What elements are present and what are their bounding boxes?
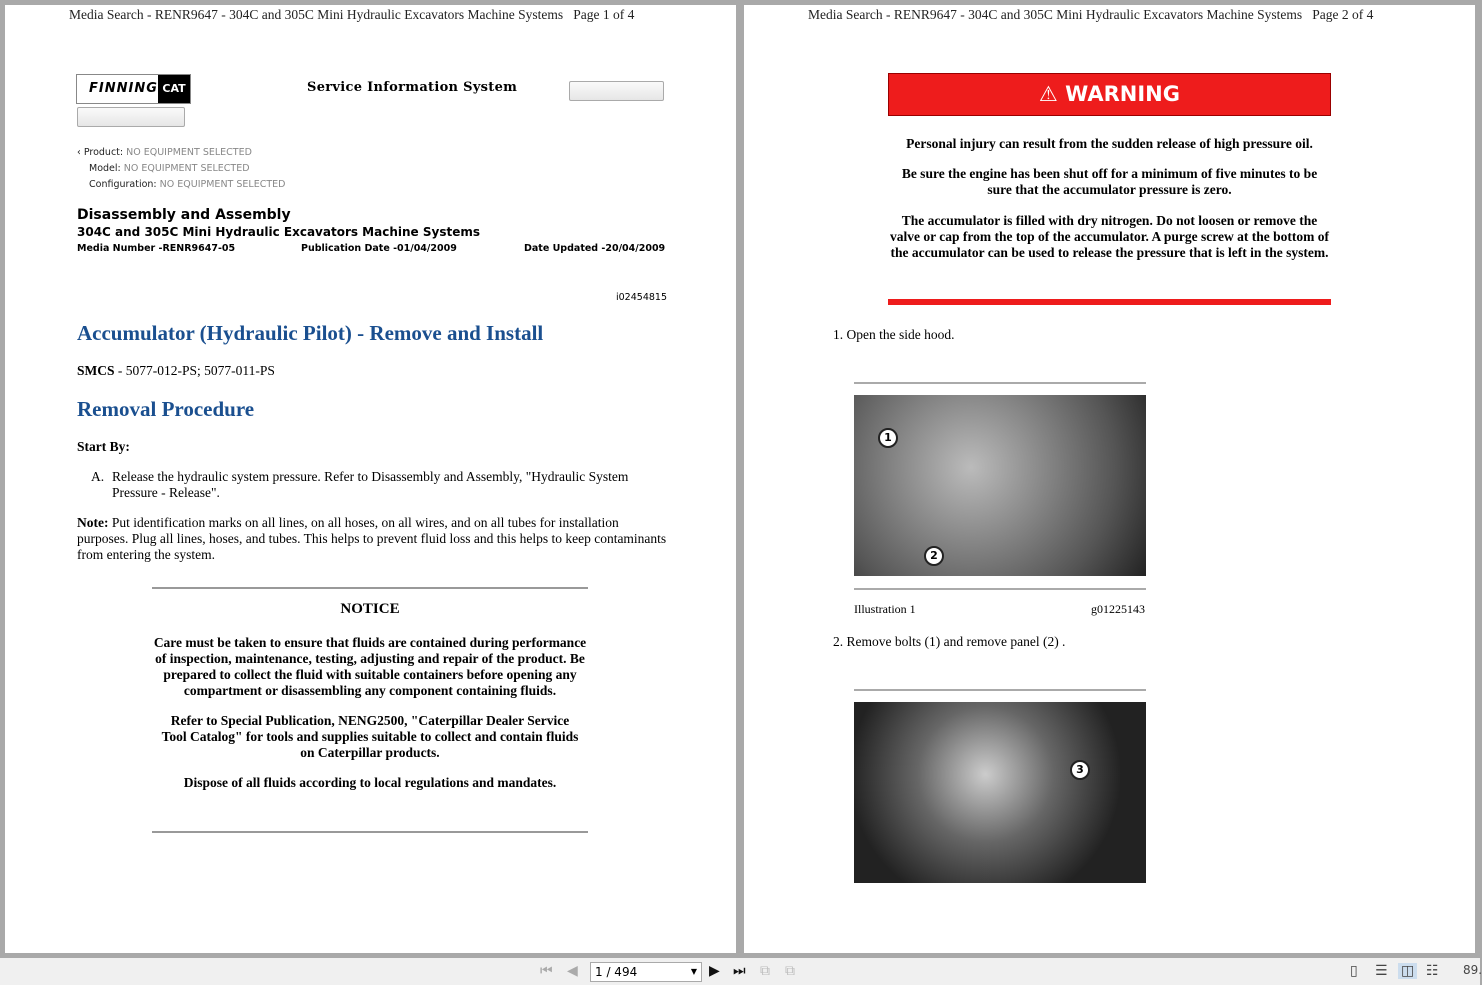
zoom-level[interactable]: 89. xyxy=(1463,963,1482,977)
two-page-continuous-icon[interactable]: ☷ xyxy=(1426,963,1439,979)
step-a-marker: A. xyxy=(91,469,105,484)
header-title: Media Search - RENR9647 - 304C and 305C Mini Hydraulic Excavators Machine Systems xyxy=(69,7,564,22)
notice-box xyxy=(152,587,588,833)
product-label: Product: xyxy=(83,147,124,158)
next-page-icon[interactable]: ▶ xyxy=(709,963,720,979)
note xyxy=(77,515,667,563)
doc-id: i02454815 xyxy=(616,292,667,303)
sis-title: Service Information System xyxy=(307,80,518,95)
page-header xyxy=(808,7,1373,23)
warning-banner xyxy=(888,73,1331,116)
step-a: Release the hydraulic system pressure. Refer to Disassembly and Assembly, "Hydraulic System Pressure - Release". xyxy=(112,469,629,500)
step-1: 1. Open the side hood. xyxy=(833,327,955,342)
notice-title: NOTICE xyxy=(340,601,400,617)
callout-3: 3 xyxy=(1070,760,1090,780)
doc-type: Disassembly and Assembly xyxy=(77,207,291,223)
logo-text: FINNING xyxy=(89,81,158,96)
callout-1: 1 xyxy=(878,428,898,448)
logo-cat: CAT xyxy=(158,75,190,103)
warning-triangle-icon: ⚠ xyxy=(1039,82,1058,106)
warning-title: WARNING xyxy=(1065,82,1180,106)
model-value: NO EQUIPMENT SELECTED xyxy=(123,163,250,174)
nav-button[interactable] xyxy=(77,107,185,127)
product-value: NO EQUIPMENT SELECTED xyxy=(126,147,252,158)
chevron-down-icon: ▼ xyxy=(690,967,697,976)
page-field: 1 / 494 xyxy=(595,965,638,979)
warning-p3: The accumulator is filled with dry nitrogen. Do not loosen or remove the valve or cap from the top of the accumulator. A purge screw at the bottom of the accumulator can be used to release the pressure that is left in the system. xyxy=(890,213,1329,260)
continuous-icon[interactable]: ☰ xyxy=(1375,963,1388,979)
notice-p3: Dispose of all fluids according to local regulations and mandates. xyxy=(183,775,557,790)
section-heading: Removal Procedure xyxy=(77,397,255,421)
illustration-2-photo xyxy=(854,702,1146,883)
note-text: Put identification marks on all lines, on all hoses, on all wires, and on all tubes for installation purposes. Plug all lines, hoses, and tubes. This helps to prevent fluid loss and this helps to keep contaminants from entering the system. xyxy=(77,515,667,562)
notice-p2: Refer to Special Publication, NENG2500, "Caterpillar Dealer Service Tool Catalog" for tools and supplies suitable to collect and contain fluids on Caterpillar products. xyxy=(161,713,579,760)
divider xyxy=(854,588,1146,590)
pdf-page-1 xyxy=(5,5,736,953)
callout-2: 2 xyxy=(924,546,944,566)
config-value: NO EQUIPMENT SELECTED xyxy=(159,179,286,190)
single-page-icon[interactable]: ▯ xyxy=(1350,963,1358,979)
product-line: ‹ Product: NO EQUIPMENT SELECTED xyxy=(77,147,252,158)
step-2: 2. Remove bolts (1) and remove panel (2) . xyxy=(833,634,1066,649)
header-title: Media Search - RENR9647 - 304C and 305C Mini Hydraulic Excavators Machine Systems xyxy=(808,7,1303,22)
page-selector[interactable] xyxy=(590,962,702,982)
page-header xyxy=(69,7,634,23)
config-label: Configuration: xyxy=(89,179,157,190)
rotate-back-icon[interactable]: ⧉ xyxy=(785,963,795,979)
last-page-icon[interactable]: ⏭ xyxy=(733,963,746,979)
config-line xyxy=(89,179,285,190)
divider xyxy=(854,382,1146,384)
model-line xyxy=(89,163,250,174)
notice-p1: Care must be taken to ensure that fluids are contained during performance of inspection, maintenance, testing, adjusting and repair of the product. Be prepared to collect the fluid with suitable containers before opening any compartment or disassembling any component containing fluids. xyxy=(153,635,587,698)
page-number: Page 2 of 4 xyxy=(1312,7,1374,22)
warning-p1: Personal injury can result from the sudden release of high pressure oil. xyxy=(906,136,1313,151)
illustration-id: g01225143 xyxy=(1091,602,1145,616)
media-number: Media Number -RENR9647-05 xyxy=(77,243,236,254)
page-title: Accumulator (Hydraulic Pilot) - Remove and Install xyxy=(77,321,544,345)
start-by: Start By: xyxy=(77,439,130,454)
two-page-icon[interactable]: ◫ xyxy=(1398,963,1417,979)
date-updated: Date Updated -20/04/2009 xyxy=(524,243,666,254)
search-button[interactable] xyxy=(569,81,664,101)
note-label: Note: xyxy=(77,515,109,530)
model-label: Model: xyxy=(89,163,121,174)
publication-date: Publication Date -01/04/2009 xyxy=(301,243,457,254)
smcs-label: SMCS xyxy=(77,363,115,378)
doc-title: 304C and 305C Mini Hydraulic Excavators Machine Systems xyxy=(77,225,480,239)
first-page-icon[interactable]: ⏮ xyxy=(540,963,553,979)
smcs-line xyxy=(77,363,275,379)
divider xyxy=(854,689,1146,691)
illustration-1-photo xyxy=(854,395,1146,576)
pdf-toolbar xyxy=(0,958,1480,985)
smcs-value: - 5077-012-PS; 5077-011-PS xyxy=(114,363,275,378)
illustration-label: Illustration 1 xyxy=(854,602,916,616)
page-number: Page 1 of 4 xyxy=(573,7,635,22)
prev-page-icon[interactable]: ◀ xyxy=(567,963,578,979)
rotate-icon[interactable]: ⧉ xyxy=(760,963,770,979)
warning-bottom-bar xyxy=(888,299,1331,305)
finning-cat-logo xyxy=(76,74,191,104)
pdf-page-2 xyxy=(744,5,1475,953)
warning-p2: Be sure the engine has been shut off for a minimum of five minutes to be sure that the accumulator pressure is zero. xyxy=(901,166,1318,197)
